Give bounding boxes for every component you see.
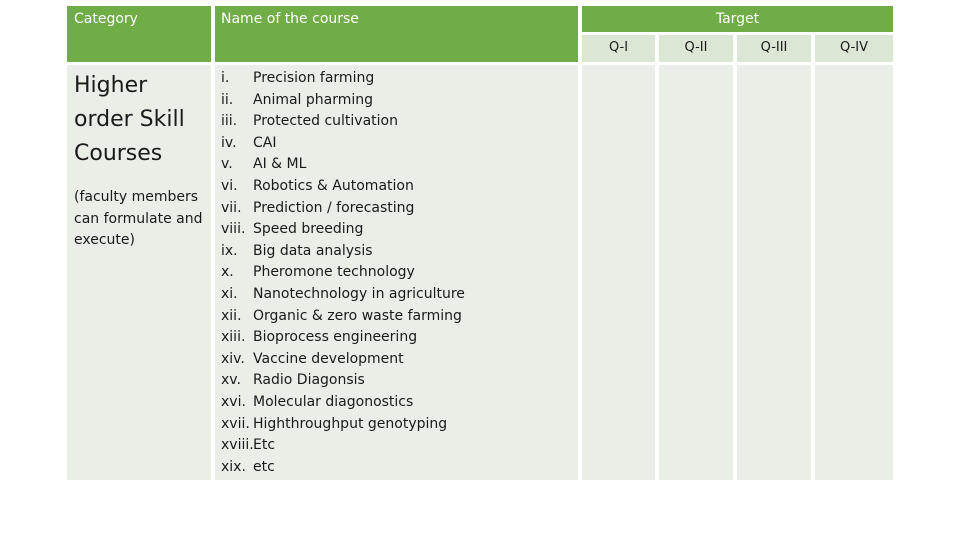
- course-item: [221, 241, 578, 263]
- quarter-label: Q-II: [684, 40, 708, 55]
- course-number: v.: [221, 156, 233, 173]
- course-item: [221, 414, 578, 436]
- course-number: xix.: [221, 458, 246, 475]
- quarter-header-q1: [582, 35, 655, 62]
- category-column-header: [67, 6, 211, 62]
- course-name: Precision farming: [253, 70, 375, 86]
- target-column-header: [582, 6, 893, 32]
- category-note: (faculty members can formulate and execute): [74, 189, 203, 248]
- course-item: [221, 68, 578, 90]
- quarter-header-q4: [815, 35, 893, 62]
- course-name: Etc: [253, 437, 276, 454]
- category-header-label: Category: [74, 11, 138, 27]
- course-number: ii.: [221, 91, 234, 108]
- course-item: [221, 435, 578, 457]
- course-name: Robotics & Automation: [253, 177, 414, 194]
- course-number: xvi.: [221, 393, 246, 410]
- course-number: xi.: [221, 285, 238, 302]
- course-header-label: Name of the course: [221, 11, 359, 27]
- course-name: Animal pharming: [253, 91, 374, 108]
- course-list-cell: [215, 65, 578, 480]
- course-item: [221, 154, 578, 176]
- course-item: [221, 392, 578, 414]
- quarter-header-q2: [659, 35, 733, 62]
- category-title: Higher order Skill Courses: [74, 73, 185, 166]
- course-number: i.: [221, 70, 230, 86]
- course-number: viii.: [221, 221, 246, 238]
- quarter-label: Q-IV: [839, 40, 868, 55]
- course-name: Pheromone technology: [253, 264, 415, 281]
- target-cell-q2: [659, 65, 733, 480]
- course-item: [221, 370, 578, 392]
- quarter-label: Q-I: [608, 40, 629, 55]
- course-item: [221, 284, 578, 306]
- quarter-header-q3: [737, 35, 811, 62]
- course-number: vi.: [221, 177, 238, 194]
- course-name: AI & ML: [253, 156, 307, 173]
- course-number: x.: [221, 264, 234, 281]
- course-item: [221, 111, 578, 133]
- course-number: xv.: [221, 372, 241, 389]
- course-name: Bioprocess engineering: [253, 329, 418, 346]
- target-cell-q4: [815, 65, 893, 480]
- course-number: xiv.: [221, 350, 245, 367]
- course-column-header: [215, 6, 578, 62]
- course-name: Nanotechnology in agriculture: [253, 285, 465, 302]
- course-name: Highthroughput genotyping: [253, 415, 448, 432]
- course-name: Prediction / forecasting: [253, 199, 415, 216]
- course-item: [221, 349, 578, 371]
- course-item: [221, 327, 578, 349]
- course-name: CAI: [253, 134, 277, 151]
- course-item: [221, 133, 578, 155]
- course-number: xiii.: [221, 329, 246, 346]
- target-cell-q1: [582, 65, 655, 480]
- course-item: [221, 219, 578, 241]
- course-number: xviii.: [221, 437, 254, 454]
- course-item: [221, 198, 578, 220]
- course-name: Protected cultivation: [253, 113, 398, 130]
- course-list: [221, 68, 578, 478]
- course-item: [221, 457, 578, 479]
- course-name: Molecular diagonostics: [253, 393, 414, 410]
- course-name: Organic & zero waste farming: [253, 307, 462, 324]
- course-number: vii.: [221, 199, 242, 216]
- course-number: iii.: [221, 113, 238, 130]
- course-item: [221, 262, 578, 284]
- course-item: [221, 90, 578, 112]
- course-name: etc: [253, 458, 275, 475]
- course-name: Radio Diagonsis: [253, 372, 365, 389]
- course-number: ix.: [221, 242, 238, 259]
- target-cell-q3: [737, 65, 811, 480]
- course-name: Vaccine development: [253, 350, 404, 367]
- quarter-label: Q-III: [760, 40, 788, 55]
- course-number: xvii.: [221, 415, 250, 432]
- course-item: [221, 176, 578, 198]
- course-name: Speed breeding: [253, 221, 364, 238]
- course-number: xii.: [221, 307, 242, 324]
- target-header-label: Target: [715, 11, 760, 27]
- course-number: iv.: [221, 134, 237, 151]
- course-name: Big data analysis: [253, 242, 373, 259]
- course-item: [221, 306, 578, 328]
- category-cell: [67, 65, 211, 480]
